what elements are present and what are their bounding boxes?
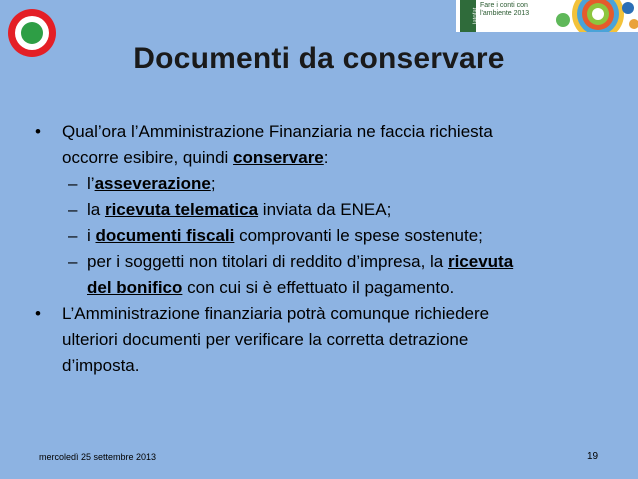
emphasis-text: conservare <box>233 148 324 167</box>
bullet-item <box>35 119 615 171</box>
text-run: occorre esibire, quindi <box>62 148 234 167</box>
dash-marker: – <box>68 226 78 245</box>
bullet-line <box>62 145 615 171</box>
slide-title: Documenti da conservare <box>133 42 505 75</box>
emphasis-text: ricevuta telematica <box>104 200 259 219</box>
bullet-line: ulteriori documenti per verificare la corretta detrazione <box>62 330 469 349</box>
emphasis-text: ricevuta <box>447 252 514 271</box>
text-run: l’ <box>87 174 95 193</box>
footer-date: mercoledì 25 settembre 2013 <box>39 452 157 462</box>
emphasis-text: asseverazione <box>94 174 211 193</box>
text-run: per i soggetti non titolari di reddito d’impresa, la <box>87 252 448 271</box>
bullet-line: L’Amministrazione finanziaria potrà comunque richiedere <box>62 304 490 323</box>
text-run: inviata da ENEA; <box>258 200 392 219</box>
text-run: : <box>323 148 329 167</box>
text-run: ; <box>210 174 216 193</box>
sub-bullet-item <box>35 197 615 223</box>
sub-bullet-item <box>35 171 615 197</box>
dash-marker: – <box>68 200 78 219</box>
text-run: con cui si è effettuato il pagamento. <box>182 278 455 297</box>
emphasis-text: del bonifico <box>87 278 183 297</box>
sub-bullet-item <box>35 223 615 249</box>
banner-text: Fare i conti con l'ambiente 2013 <box>480 2 530 17</box>
slide-body <box>35 119 615 379</box>
bullet-line <box>87 249 615 275</box>
dash-marker: – <box>68 252 78 271</box>
dash-marker: – <box>68 174 78 193</box>
bullet-line: Qual’ora l’Amministrazione Finanziaria ne faccia richiesta <box>62 122 493 141</box>
event-banner-logo <box>456 0 638 32</box>
bullet-line: d’imposta. <box>62 356 140 375</box>
text-run: i <box>87 226 96 245</box>
text-run: comprovanti le spese sostenute; <box>234 226 483 245</box>
bullet-item <box>35 301 615 379</box>
bullet-line <box>87 275 615 301</box>
slide-number: 19 <box>587 451 599 462</box>
color-wheel-graphic <box>548 0 638 32</box>
bullet-marker: • <box>35 304 41 323</box>
banner-mark: latofat <box>460 0 476 32</box>
emphasis-text: documenti fiscali <box>95 226 235 245</box>
text-run: la <box>87 200 105 219</box>
bullet-marker: • <box>35 122 41 141</box>
sub-bullet-item <box>35 249 615 301</box>
